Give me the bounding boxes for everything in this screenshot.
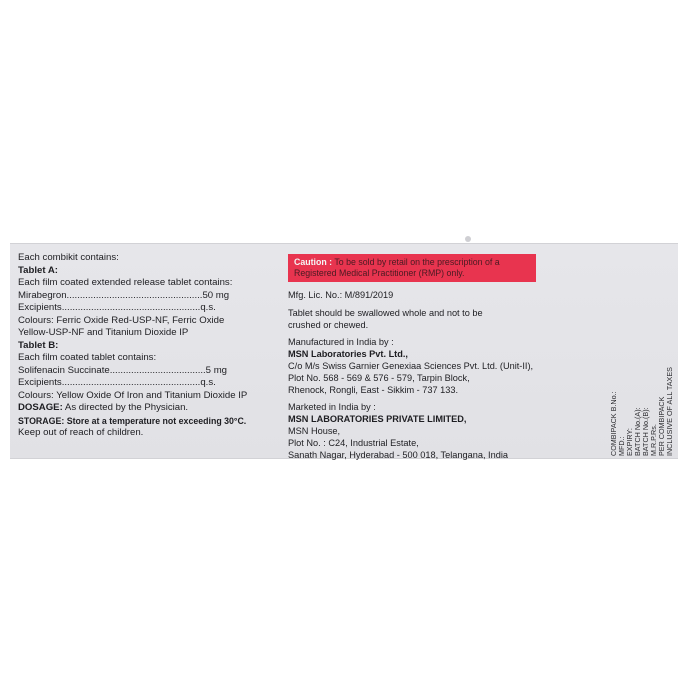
tablet-a-colours-2: Yellow-USP-NF and Titanium Dioxide IP <box>18 327 189 338</box>
tablet-a-desc: Each film coated extended release tablet contains: <box>18 277 233 288</box>
composition-column <box>18 252 286 440</box>
batch-label-expiry: EXPIRY: <box>625 428 634 456</box>
batch-info-strip <box>610 364 680 456</box>
marketer-name: MSN LABORATORIES PRIVATE LIMITED, <box>288 414 467 425</box>
tablet-b-ingredient: Solifenacin Succinate....................................5 mg <box>18 364 228 376</box>
manufacturer-name: MSN Laboratories Pvt. Ltd., <box>288 349 408 360</box>
manufactured-by-label: Manufactured in India by : <box>288 337 394 348</box>
manufacturer-address-1: C/o M/s Swiss Garnier Genexiaa Sciences Pvt. Ltd. (Unit-II), <box>288 360 534 371</box>
tablet-a-excipients: Excipients....................................................q.s. <box>18 302 216 313</box>
tablet-a-heading: Tablet A: <box>18 264 58 276</box>
batch-label-b: BATCH No.(B): <box>641 407 650 456</box>
inclusive-taxes-label: INCLUSIVE OF ALL TAXES <box>665 367 674 456</box>
swallow-instruction-1: Tablet should be swallowed whole and not to be <box>288 307 483 318</box>
dosage-line <box>18 402 286 415</box>
marketed-by-label: Marketed in India by : <box>288 402 376 413</box>
dosage-label: DOSAGE: <box>18 402 63 413</box>
marketer-address-3: Sanath Nagar, Hyderabad - 500 018, Telangana, India <box>288 449 508 460</box>
intro-text: Each combikit contains: <box>18 252 119 263</box>
tablet-b-heading: Tablet B: <box>18 339 59 351</box>
caution-box <box>288 254 536 282</box>
storage-text: Store at a temperature not exceeding 30°C. <box>64 415 247 426</box>
dosage-text: As directed by the Physician. <box>62 402 189 413</box>
batch-label-combipack: COMBIPACK B.No.: <box>609 391 618 456</box>
marketer-address-2: Plot No. : C24, Industrial Estate, <box>288 437 419 448</box>
tablet-a-ingredient: Mirabegron...................................................50 mg <box>18 289 230 301</box>
manufacturer-address-3: Rhenock, Rongli, East - Sikkim - 737 133. <box>288 384 459 395</box>
manufacturer-address-2: Plot No. 568 - 569 & 576 - 579, Tarpin Block, <box>288 372 470 383</box>
marketer-address-1: MSN House, <box>288 425 341 436</box>
info-column <box>288 254 548 461</box>
storage-line <box>18 415 286 428</box>
batch-label-a: BATCH No.(A): <box>633 407 642 456</box>
tablet-b-desc: Each film coated tablet contains: <box>18 352 157 363</box>
keep-out-text: Keep out of reach of children. <box>18 427 144 438</box>
storage-label: STORAGE: <box>18 415 65 426</box>
package-panel <box>10 243 678 459</box>
caution-text: To be sold by retail on the prescription of a Registered Medical Practitioner (RMP) only. <box>294 257 500 278</box>
tablet-a-colours-1: Colours: Ferric Oxide Red-USP-NF, Ferric Oxide <box>18 314 225 326</box>
mrp-label: M.R.P.Rs. <box>649 424 658 456</box>
swallow-instruction-2: crushed or chewed. <box>288 319 369 330</box>
caution-label: Caution : <box>294 257 333 267</box>
tablet-b-excipients: Excipients....................................................q.s. <box>18 377 216 388</box>
batch-label-mfd: MFD.: <box>617 436 626 456</box>
mfg-lic-number: Mfg. Lic. No.: M/891/2019 <box>288 290 394 300</box>
tablet-b-colours: Colours: Yellow Oxide Of Iron and Titanium Dioxide IP <box>18 389 248 401</box>
decorative-dot <box>465 236 471 242</box>
per-combipack-label: PER COMBIPACK <box>657 396 666 456</box>
